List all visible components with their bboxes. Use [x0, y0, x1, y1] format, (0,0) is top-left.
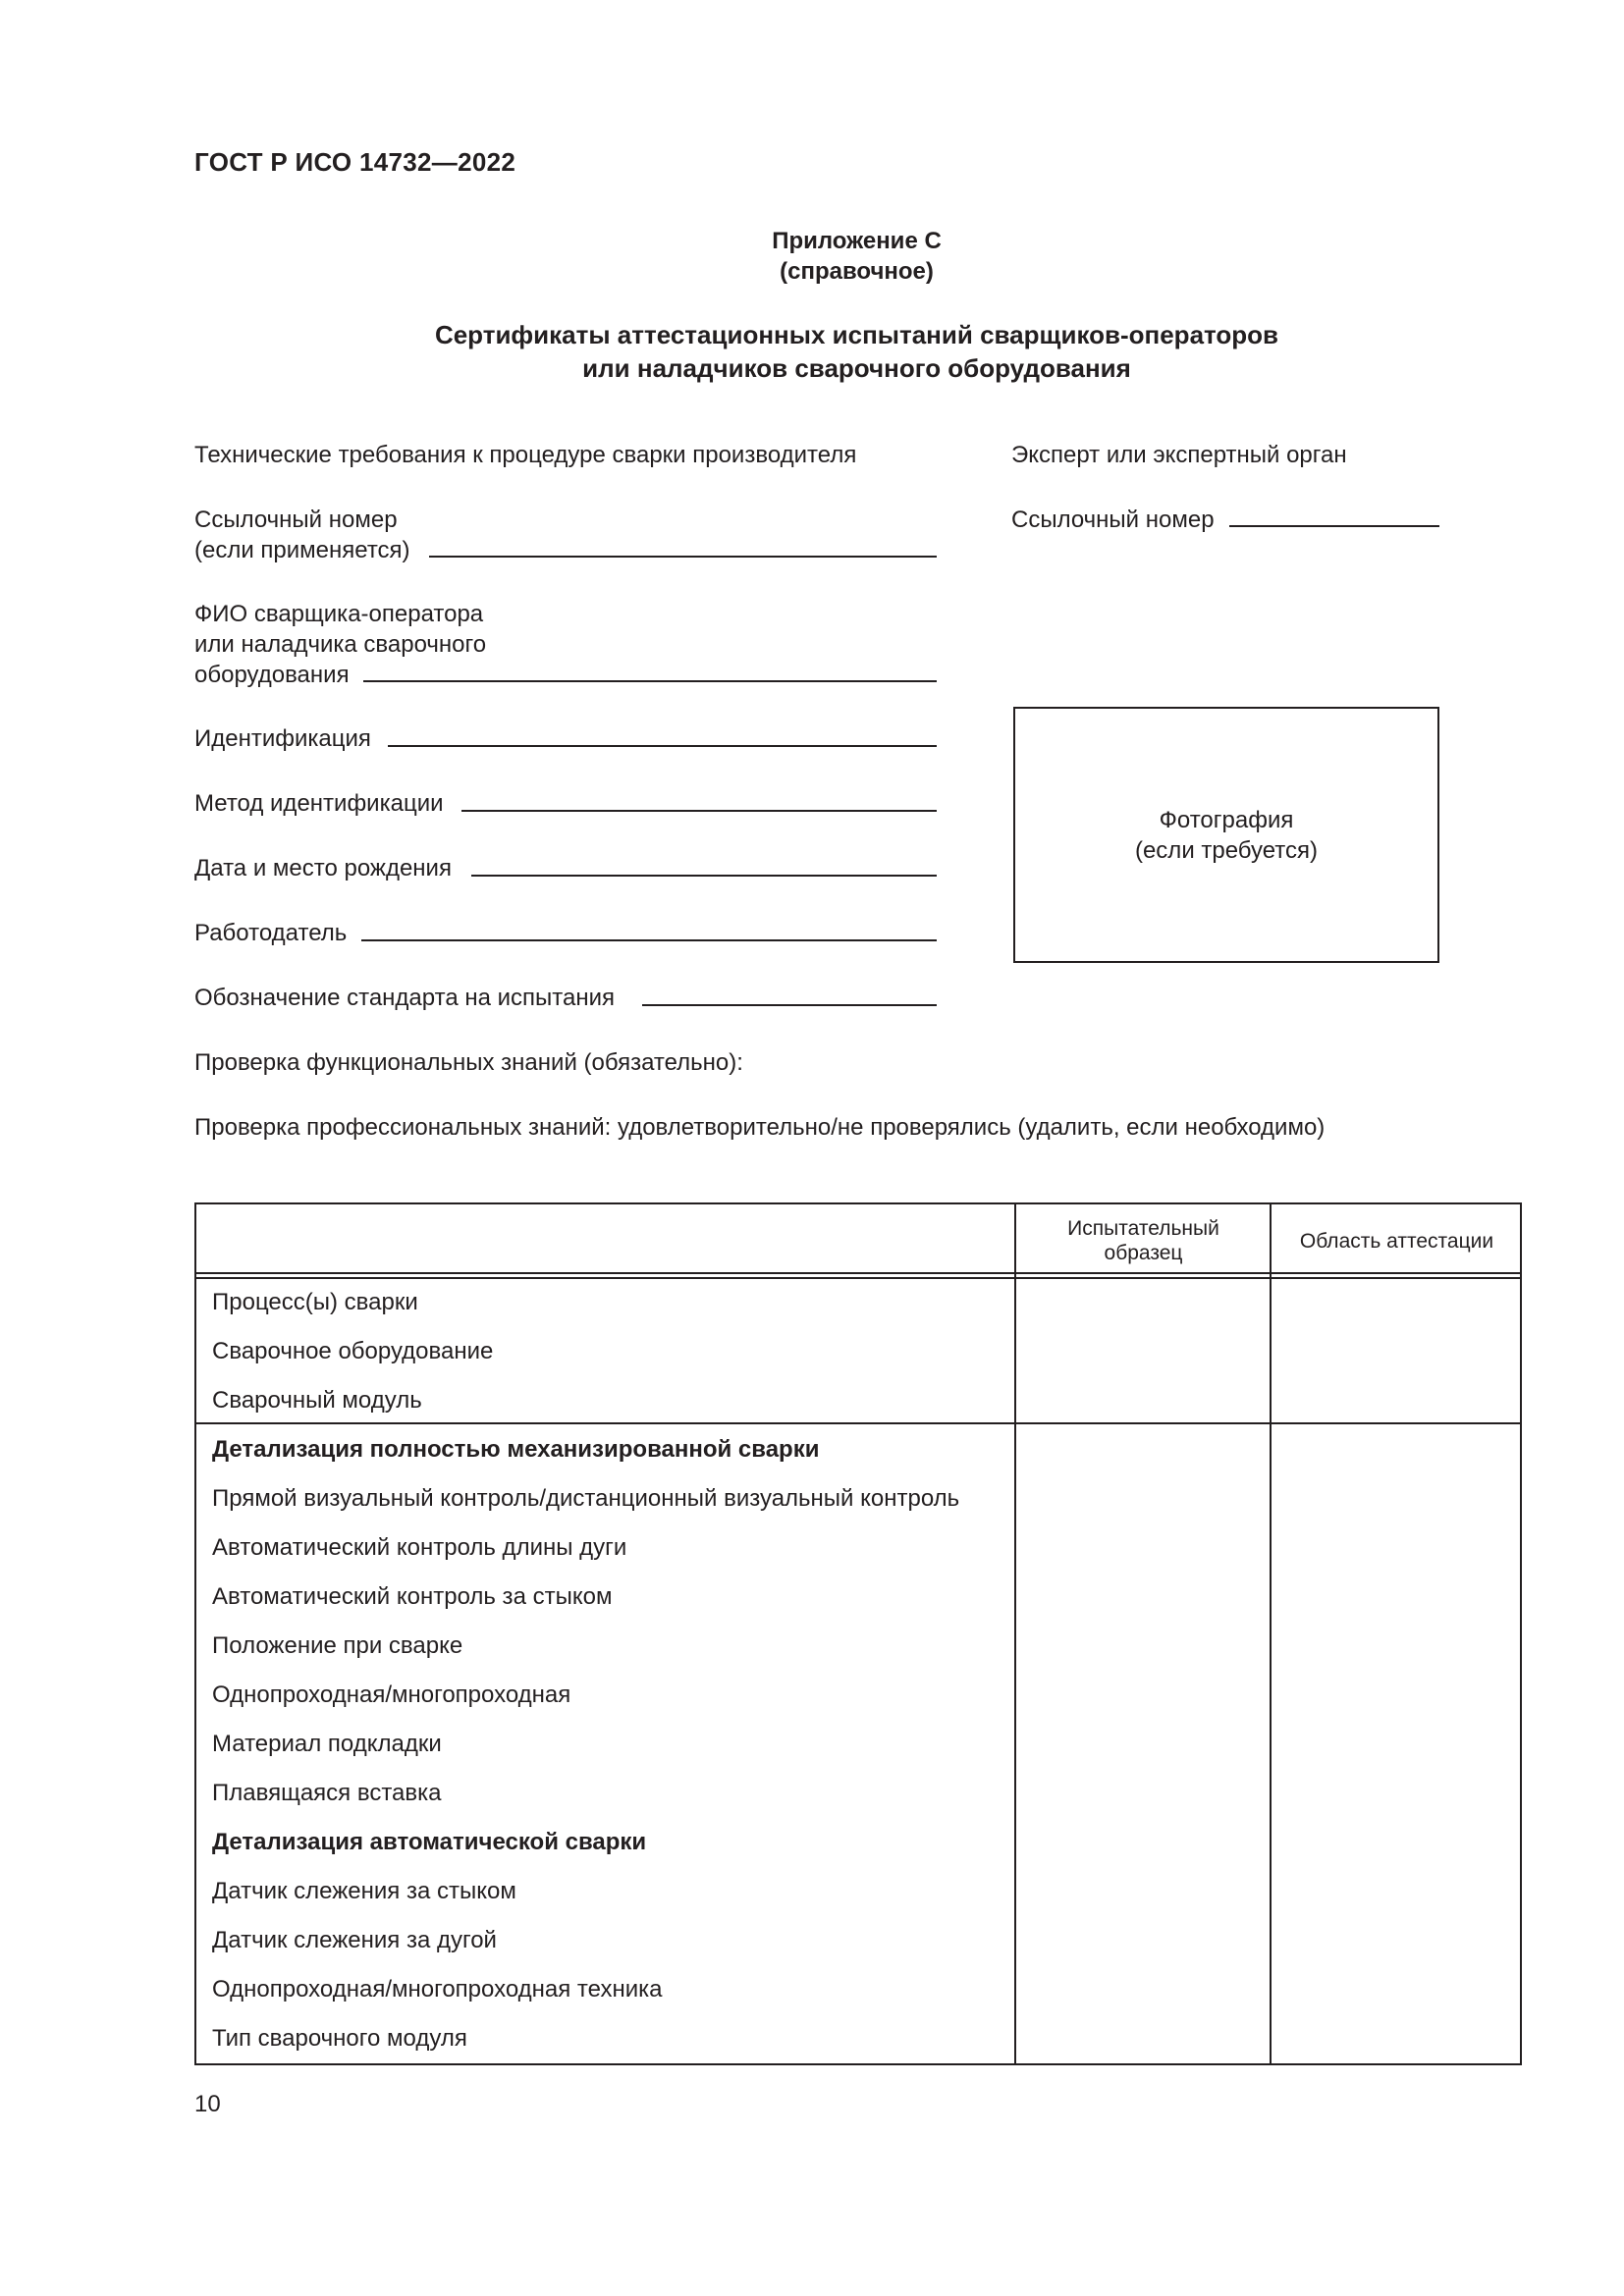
appendix-label: Приложение C [772, 228, 942, 254]
page-title-line-1: Сертификаты аттестационных испытаний сварщиков-операторов [434, 320, 1279, 349]
column-header-qualification-range: Область аттестации [1299, 1230, 1494, 1253]
operator-name-field[interactable] [363, 680, 937, 682]
table-row: Автоматический контроль за стыком [212, 1583, 613, 1610]
header-divider [196, 1277, 1520, 1279]
page-number: 10 [194, 2091, 221, 2117]
professional-knowledge-label: Проверка профессиональных знаний: удовлетворительно/не проверялись (удалить, если необходимо) [194, 1114, 1326, 1141]
wps-requirements-label: Технические требования к процедуре сварки производителя [194, 442, 857, 468]
test-standard-field[interactable] [642, 1004, 937, 1006]
identification-field[interactable] [388, 745, 937, 747]
table-row: Процесс(ы) сварки [212, 1289, 418, 1315]
employer-field[interactable] [361, 939, 937, 941]
birth-date-place-field[interactable] [471, 875, 937, 877]
page-title-line-2: или наладчиков сварочного оборудования [582, 353, 1131, 383]
functional-knowledge-label: Проверка функциональных знаний (обязательно): [194, 1049, 743, 1076]
examiner-reference-label: Ссылочный номер [1011, 507, 1215, 533]
table-row: Прямой визуальный контроль/дистанционный визуальный контроль [212, 1485, 960, 1512]
qualification-table [194, 1202, 1522, 2065]
column-divider [1014, 1204, 1016, 2063]
section-divider [196, 1422, 1520, 1424]
table-row: Плавящаяся вставка [212, 1780, 442, 1806]
reference-number-label: Ссылочный номер [194, 507, 398, 533]
header-divider [196, 1272, 1520, 1274]
identification-label: Идентификация [194, 725, 371, 752]
employer-label: Работодатель [194, 920, 348, 946]
table-row: Сварочный модуль [212, 1387, 422, 1414]
table-row: Автоматический контроль длины дуги [212, 1534, 627, 1561]
photo-note: (если требуется) [1134, 837, 1319, 864]
document-header: ГОСТ Р ИСО 14732—2022 [194, 147, 516, 177]
table-row: Тип сварочного модуля [212, 2025, 467, 2052]
table-row: Однопроходная/многопроходная [212, 1682, 571, 1708]
reference-number-note: (если применяется) [194, 537, 410, 563]
examiner-reference-field[interactable] [1229, 525, 1439, 527]
table-section-heading: Детализация полностью механизированной сварки [212, 1436, 820, 1463]
appendix-status: (справочное) [780, 258, 934, 285]
column-header-test-piece-2: образец [1104, 1242, 1183, 1264]
table-row: Датчик слежения за дугой [212, 1927, 497, 1953]
table-row: Сварочное оборудование [212, 1338, 494, 1364]
column-divider [1270, 1204, 1272, 2063]
table-section-heading: Детализация автоматической сварки [212, 1829, 647, 1855]
examiner-label: Эксперт или экспертный орган [1011, 442, 1347, 468]
operator-name-label-1: ФИО сварщика-оператора [194, 601, 484, 627]
identification-method-field[interactable] [461, 810, 937, 812]
photo-label: Фотография [1159, 807, 1294, 833]
birth-date-place-label: Дата и место рождения [194, 855, 452, 881]
table-row: Положение при сварке [212, 1632, 463, 1659]
identification-method-label: Метод идентификации [194, 790, 444, 817]
table-row: Однопроходная/многопроходная техника [212, 1976, 663, 2002]
photo-box [1013, 707, 1439, 963]
test-standard-label: Обозначение стандарта на испытания [194, 985, 615, 1011]
operator-name-label-2: или наладчика сварочного [194, 631, 487, 658]
table-row: Материал подкладки [212, 1731, 442, 1757]
reference-number-field[interactable] [429, 556, 937, 558]
table-row: Датчик слежения за стыком [212, 1878, 516, 1904]
operator-name-label-3: оборудования [194, 662, 350, 688]
column-header-test-piece-1: Испытательный [1067, 1217, 1219, 1240]
